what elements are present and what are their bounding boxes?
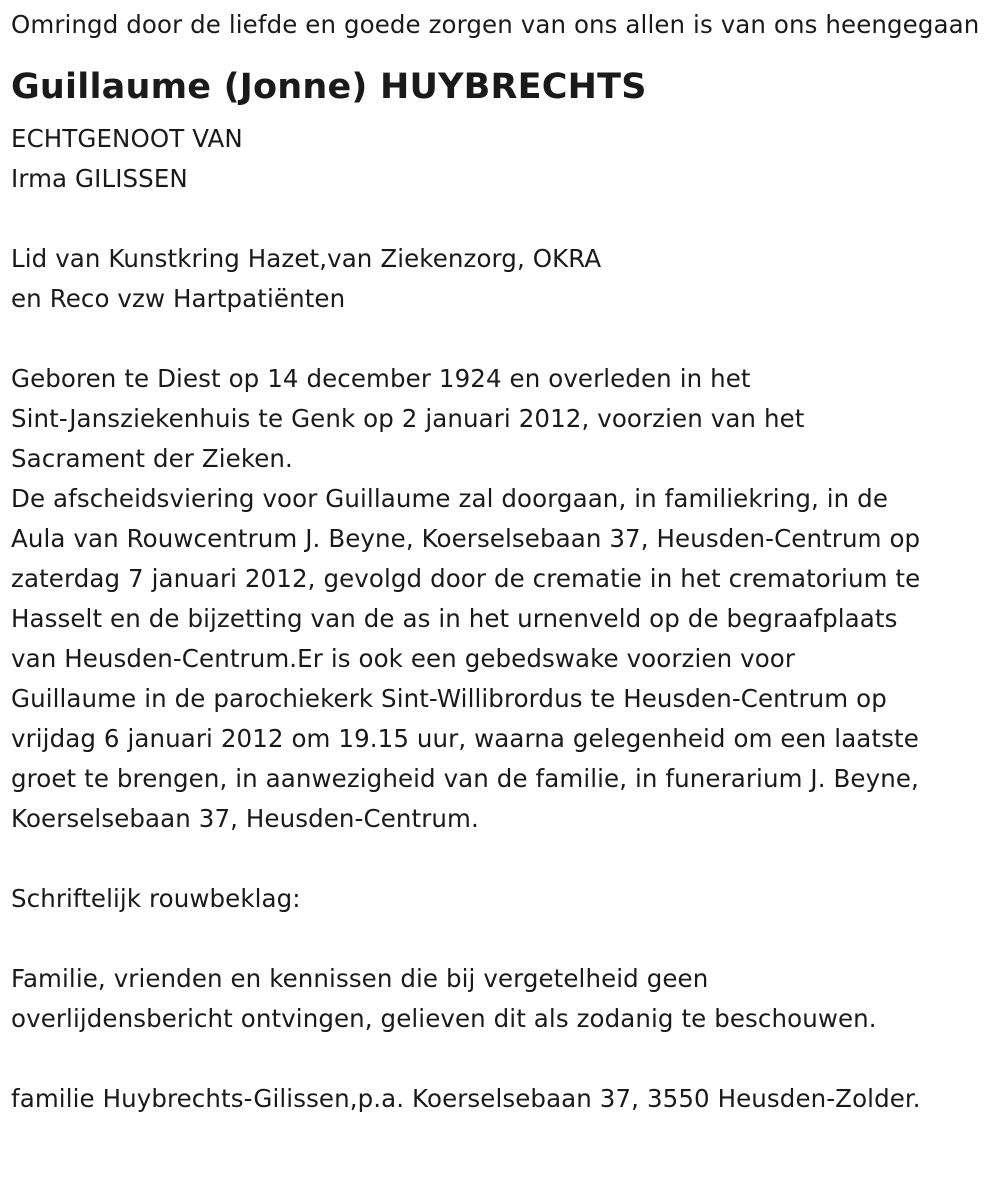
spacer	[11, 1039, 996, 1079]
ceremony-line: Koerselsebaan 37, Heusden-Centrum.	[11, 804, 479, 833]
ceremony-line: Hasselt en de bijzetting van de as in het urnenveld op de begraafplaats	[11, 604, 898, 633]
ceremony-line: zaterdag 7 januari 2012, gevolgd door de crematie in het crematorium te	[11, 564, 921, 593]
intro-text: Omringd door de liefde en goede zorgen van ons allen is van ons heengegaan	[11, 10, 980, 39]
memberships-line-2: en Reco vzw Hartpatiënten	[11, 284, 346, 313]
no-notice-line-1: Familie, vrienden en kennissen die bij vergetelheid geen	[11, 964, 709, 993]
family-address: familie Huybrechts-Gilissen,p.a. Koerselsebaan 37, 3550 Heusden-Zolder.	[11, 1084, 921, 1113]
ceremony-line: De afscheidsviering voor Guillaume zal doorgaan, in familiekring, in de	[11, 484, 889, 513]
ceremony-line: vrijdag 6 januari 2012 om 19.15 uur, waarna gelegenheid om een laatste	[11, 724, 919, 753]
deceased-name: Guillaume (Jonne) HUYBRECHTS	[11, 67, 647, 107]
spouse-name: Irma GILISSEN	[11, 164, 188, 193]
birth-death-line-3: Sacrament der Zieken.	[11, 444, 293, 473]
memberships-line-1: Lid van Kunstkring Hazet,van Ziekenzorg, OKRA	[11, 244, 602, 273]
spacer	[11, 839, 996, 879]
relation-title: ECHTGENOOT VAN	[11, 124, 243, 153]
spacer	[11, 199, 996, 239]
condolence-heading: Schriftelijk rouwbeklag:	[11, 884, 301, 913]
spacer	[11, 919, 996, 959]
ceremony-line: groet te brengen, in aanwezigheid van de familie, in funerarium J. Beyne,	[11, 764, 919, 793]
ceremony-line: Guillaume in de parochiekerk Sint-Willibrordus te Heusden-Centrum op	[11, 684, 887, 713]
birth-death-line-2: Sint-Jansziekenhuis te Genk op 2 januari 2012, voorzien van het	[11, 404, 805, 433]
no-notice-line-2: overlijdensbericht ontvingen, gelieven dit als zodanig te beschouwen.	[11, 1004, 877, 1033]
birth-death-line-1: Geboren te Diest op 14 december 1924 en overleden in het	[11, 364, 751, 393]
death-notice	[11, 5, 996, 1119]
ceremony-line: van Heusden-Centrum.Er is ook een gebedswake voorzien voor	[11, 644, 796, 673]
spacer	[11, 319, 996, 359]
ceremony-line: Aula van Rouwcentrum J. Beyne, Koerselsebaan 37, Heusden-Centrum op	[11, 524, 921, 553]
